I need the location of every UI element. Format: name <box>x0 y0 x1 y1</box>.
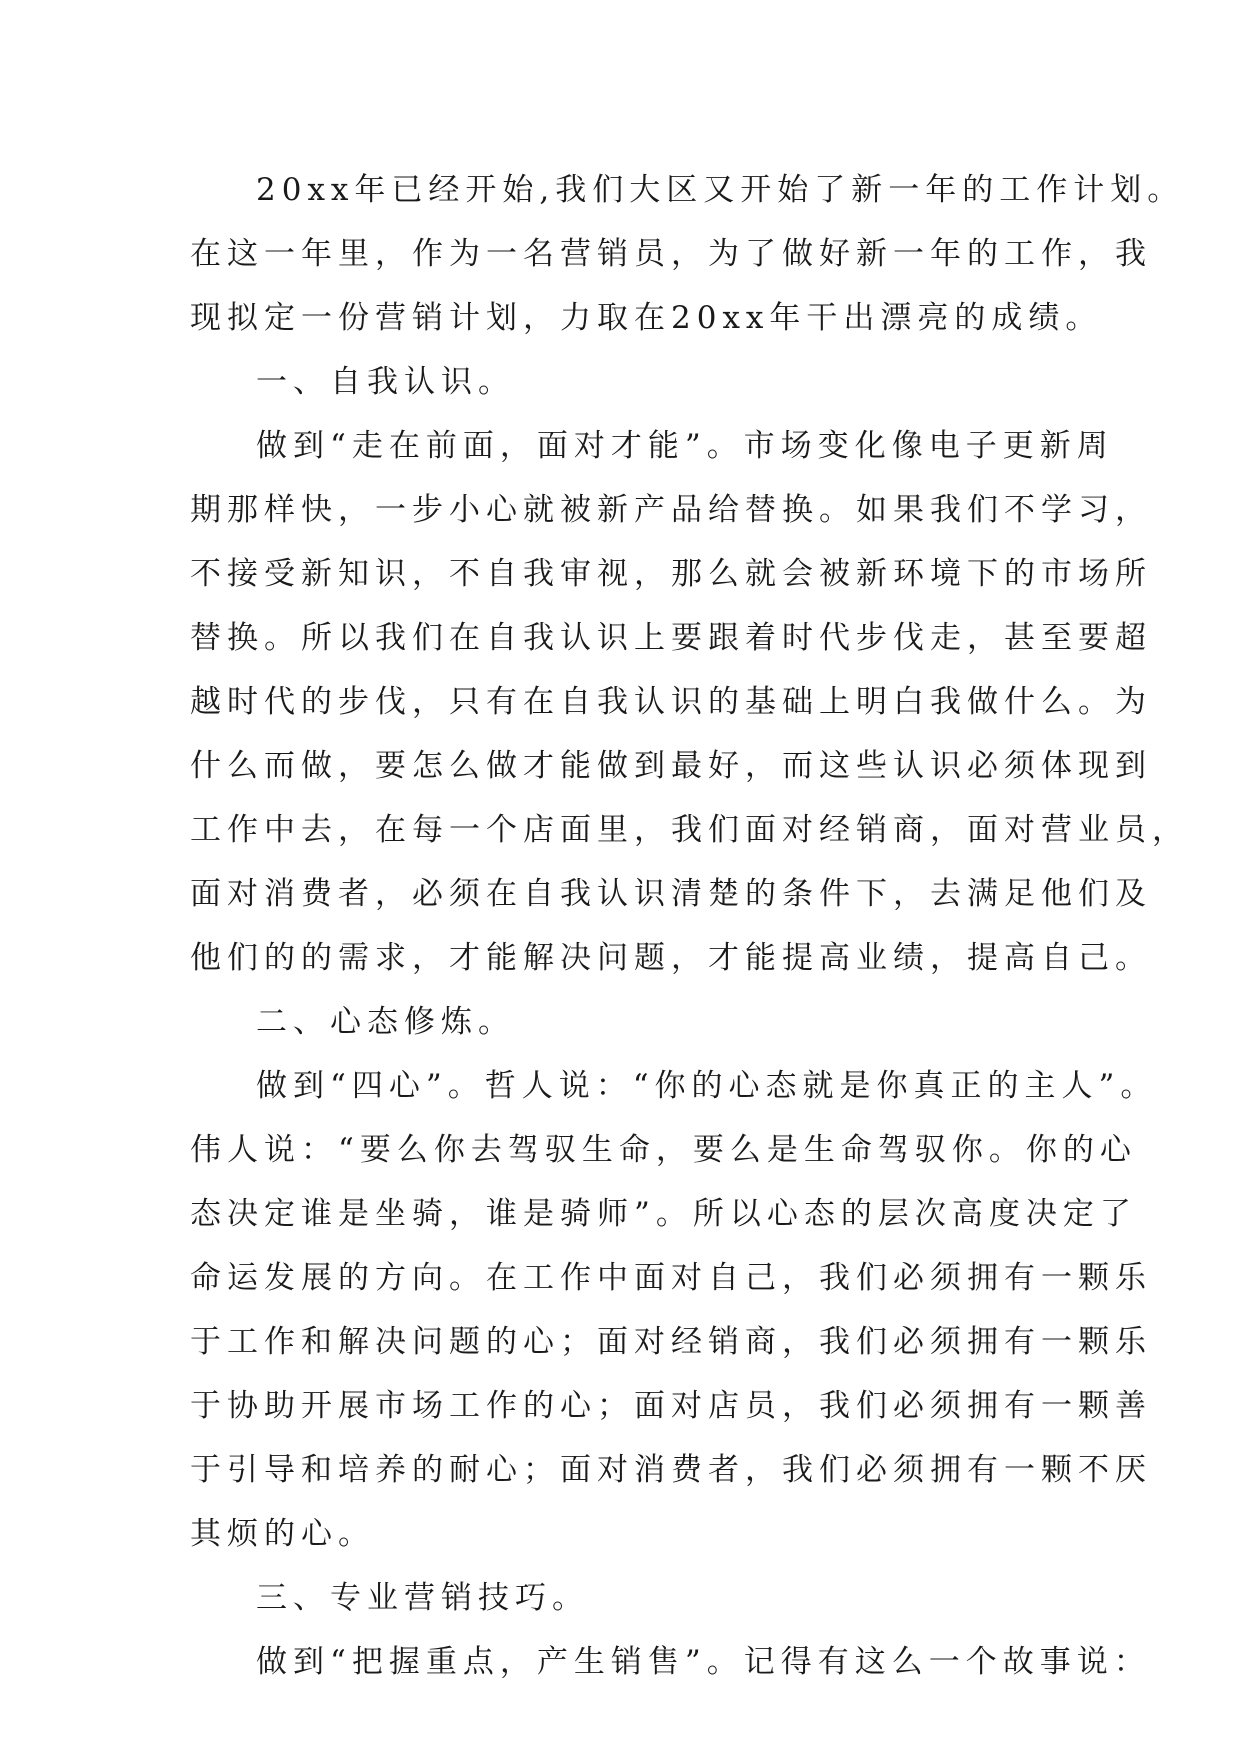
paragraph-mindset-line: 态决定谁是坐骑，谁是骑师”。所以心态的层次高度决定了 <box>190 1196 1137 1232</box>
paragraph-mindset-line: 其烦的心。 <box>190 1516 375 1552</box>
paragraph-self-awareness-line: 替换。所以我们在自我认识上要跟着时代步伐走，甚至要超 <box>190 620 1152 656</box>
paragraph-self-awareness-line: 什么而做，要怎么做才能做到最好，而这些认识必须体现到 <box>190 748 1152 784</box>
paragraph-mindset-line: 于引导和培养的耐心；面对消费者，我们必须拥有一颗不厌 <box>190 1452 1152 1488</box>
paragraph-sales-skills-line: 做到“把握重点，产生销售”。记得有这么一个故事说： <box>256 1644 1151 1680</box>
paragraph-self-awareness-line: 工作中去，在每一个店面里，我们面对经销商，面对营业员， <box>190 812 1189 848</box>
paragraph-mindset-line: 于协助开展市场工作的心；面对店员，我们必须拥有一颗善 <box>190 1388 1152 1424</box>
document-body <box>190 158 1189 1694</box>
paragraph-intro-line: 现拟定一份营销计划，力取在20xx年干出漂亮的成绩。 <box>190 300 1103 336</box>
section-heading-self-awareness: 一、自我认识。 <box>256 364 515 400</box>
paragraph-intro-line: 在这一年里，作为一名营销员，为了做好新一年的工作，我 <box>190 236 1152 272</box>
paragraph-self-awareness-line: 他们的的需求，才能解决问题，才能提高业绩，提高自己。 <box>190 940 1152 976</box>
paragraph-self-awareness-line: 越时代的步伐，只有在自我认识的基础上明白我做什么。为 <box>190 684 1152 720</box>
paragraph-self-awareness-line: 不接受新知识，不自我审视，那么就会被新环境下的市场所 <box>190 556 1152 592</box>
paragraph-self-awareness-line: 期那样快，一步小心就被新产品给替换。如果我们不学习， <box>190 492 1152 528</box>
section-heading-sales-skills: 三、专业营销技巧。 <box>256 1580 589 1616</box>
paragraph-mindset-line: 于工作和解决问题的心；面对经销商，我们必须拥有一颗乐 <box>190 1324 1152 1360</box>
paragraph-intro-line: 20xx年已经开始,我们大区又开始了新一年的工作计划。 <box>256 172 1185 208</box>
paragraph-self-awareness-line: 做到“走在前面，面对才能”。市场变化像电子更新周 <box>256 428 1114 464</box>
paragraph-mindset-line: 伟人说：“要么你去驾驭生命，要么是生命驾驭你。你的心 <box>190 1132 1137 1168</box>
paragraph-self-awareness-line: 面对消费者，必须在自我认识清楚的条件下，去满足他们及 <box>190 876 1152 912</box>
section-heading-mindset: 二、心态修炼。 <box>256 1004 515 1040</box>
paragraph-mindset-line: 做到“四心”。哲人说：“你的心态就是你真正的主人”。 <box>256 1068 1158 1104</box>
paragraph-mindset-line: 命运发展的方向。在工作中面对自己，我们必须拥有一颗乐 <box>190 1260 1152 1296</box>
